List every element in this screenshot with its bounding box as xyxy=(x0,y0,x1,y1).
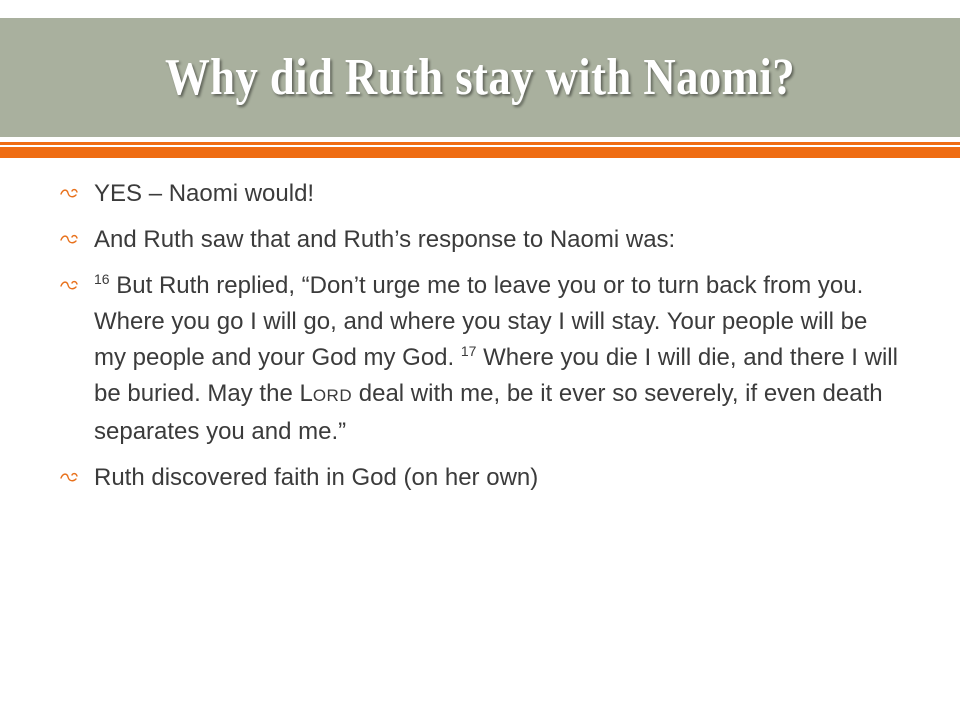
curl-bullet-icon xyxy=(60,222,84,258)
verse-number-17: 17 xyxy=(460,343,477,359)
verse-number-16: 16 xyxy=(94,271,110,287)
curl-bullet-icon xyxy=(60,268,84,304)
curl-bullet-icon xyxy=(60,176,84,212)
scripture-text-c: deal with me, be it ever so severely, if even death separates you and me.” xyxy=(94,380,883,445)
bullet-list xyxy=(60,176,900,506)
bullet-item-scripture xyxy=(60,268,900,450)
curl-bullet-icon xyxy=(60,460,84,496)
scripture-text-a: But Ruth replied, “Don’t urge me to leave you or to turn back from you. Where you go I will go, and where you stay I will stay. Your people will be my people and your God my God. xyxy=(94,272,868,371)
slide-title: Why did Ruth stay with Naomi? xyxy=(165,49,795,106)
bullet-text: YES – Naomi would! xyxy=(94,180,315,207)
bullet-item xyxy=(60,222,900,258)
title-band xyxy=(0,18,960,137)
bullet-item xyxy=(60,460,900,496)
accent-rule-thin xyxy=(0,142,960,145)
lord-smallcaps: ORD xyxy=(312,386,353,405)
accent-rule-thick xyxy=(0,147,960,158)
bullet-text: Ruth discovered faith in God (on her own) xyxy=(94,464,539,491)
scripture-text-b: Where you die I will die, and there I will be buried. May the L xyxy=(94,344,898,407)
bullet-text: And Ruth saw that and Ruth’s response to Naomi was: xyxy=(94,226,676,253)
bullet-item xyxy=(60,176,900,212)
